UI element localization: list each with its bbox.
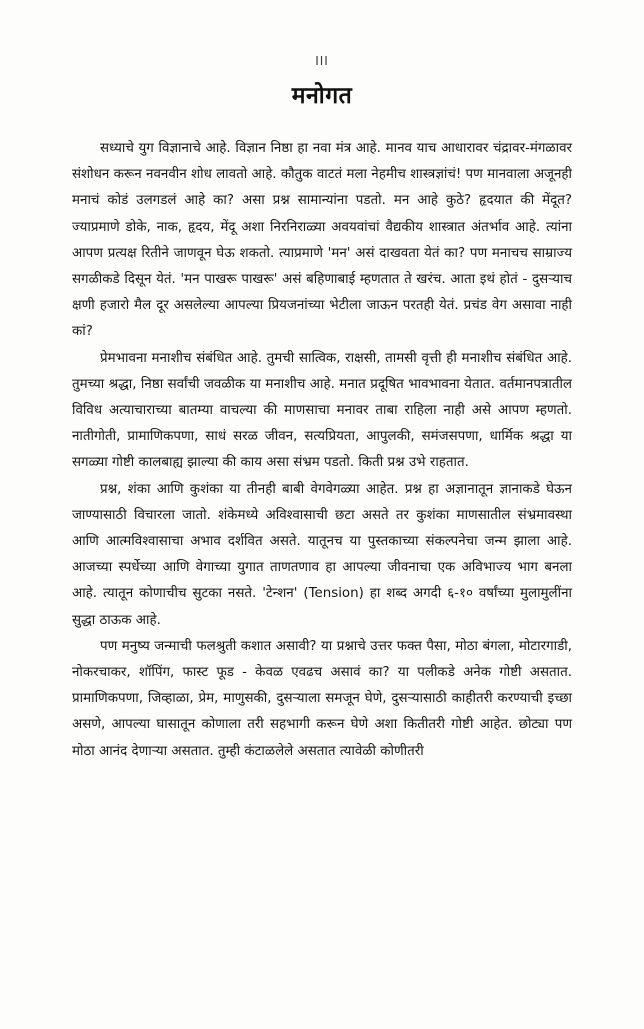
page-number: III <box>315 54 329 68</box>
paragraph: प्रश्न, शंका आणि कुशंका या तीनही बाबी वेगवेगळ्या आहेत. प्रश्न हा अज्ञानातून ज्ञानाकडे घेऊन जाण्यासाठी विचारला जातो. शंकेमध्ये अविश्वासाची छटा असते तर कुशंका माणसातील संभ्रमावस्था आणि आत्मविश्वासाचा अभाव दर्शवित असते. यातूनच या पुस्तकाच्या संकल्पनेचा जन्म झाला आहे. आजच्या स्पर्धेच्या आणि वेगाच्या युगात ताणतणाव हा आपल्या जीवनाचा एक अविभाज्य भाग बनला आहे. त्यातून कोणाचीच सुटका नसते. 'टेन्शन' (Tension) हा शब्द अगदी ६-१० वर्षांच्या मुलामुलींना सुद्धा ठाऊक आहे. <box>72 481 572 628</box>
page-title: मनोगत <box>291 83 353 109</box>
body-text <box>72 136 572 765</box>
paragraph: सध्याचे युग विज्ञानाचे आहे. विज्ञान निष्ठा हा नवा मंत्र आहे. मानव याच आधारावर चंद्रावर-मंगळावर संशोधन करून नवनवीन शोध लावतो आहे. कौतुक वाटतं मला नेहमीच शास्त्रज्ञांचं! पण मानवाला अजूनही मनाचं कोडं उलगडलं आहे का? असा प्रश्न सामान्यांना पडतो. मन आहे कुठे? हृदयात की मेंदूत? ज्याप्रमाणे डोके, नाक, हृदय, मेंदू अशा निरनिराळ्या अवयवांचां वैद्यकीय शास्त्रात अंतर्भाव आहे. त्यांना आपण प्रत्यक्ष रितीने जाणवून घेऊ शकतो. त्याप्रमाणे 'मन' असं दाखवता येतं का? पण मनाचच साम्राज्य सगळीकडे दिसून येतं. 'मन पाखरू पाखरू' असं बहिणाबाई म्हणतात ते खरंच. आता इथं होतं - दुसऱ्याच क्षणी हजारो मैल दूर असलेल्या आपल्या प्रियजनांच्या भेटीला जाऊन परतही येतं. प्रचंड वेग असावा नाही कां? <box>72 141 572 340</box>
paragraph: प्रेमभावना मनाशीच संबंधित आहे. तुमची सात्विक, राक्षसी, तामसी वृत्ती ही मनाशीच संबंधित आहे. तुमच्या श्रद्धा, निष्ठा सर्वांची जवळीक या मनाशीच आहे. मनात प्रदूषित भावभावना येतात. वर्तमानपत्रातील विविध अत्याचाराच्या बातम्या वाचल्या की माणसाचा मनावर ताबा राहिला नाही असे आपण म्हणतो. नातीगोती, प्रामाणिकपणा, साधं सरळ जीवन, सत्यप्रियता, आपुलकी, समंजसपणा, धार्मिक श्रद्धा या सगळ्या गोष्टी कालबाह्य झाल्या की काय असा संभ्रम पडतो. किती प्रश्न उभे राहतात. <box>72 350 572 471</box>
paragraph: पण मनुष्य जन्माची फलश्रुती कशात असावी? या प्रश्नाचे उत्तर फक्त पैसा, मोठा बंगला, मोटारगाडी, नोकरचाकर, शॉपिंग, फास्ट फूड - केवळ एवढच असावं का? या पलीकडे अनेक गोष्टी असतात. प्रामाणिकपणा, जिव्हाळा, प्रेम, माणुसकी, दुसऱ्याला समजून घेणे, दुसऱ्यासाठी काहीतरी करण्याची इच्छा असणे, आपल्या घासातून कोणाला तरी सहभागी करून घेणे अशा कितीतरी गोष्टी आहेत. छोट्या पण मोठा आनंद देणाऱ्या असतात. तुम्ही कंटाळलेले असतात त्यावेळी कोणीतरी <box>72 638 572 759</box>
